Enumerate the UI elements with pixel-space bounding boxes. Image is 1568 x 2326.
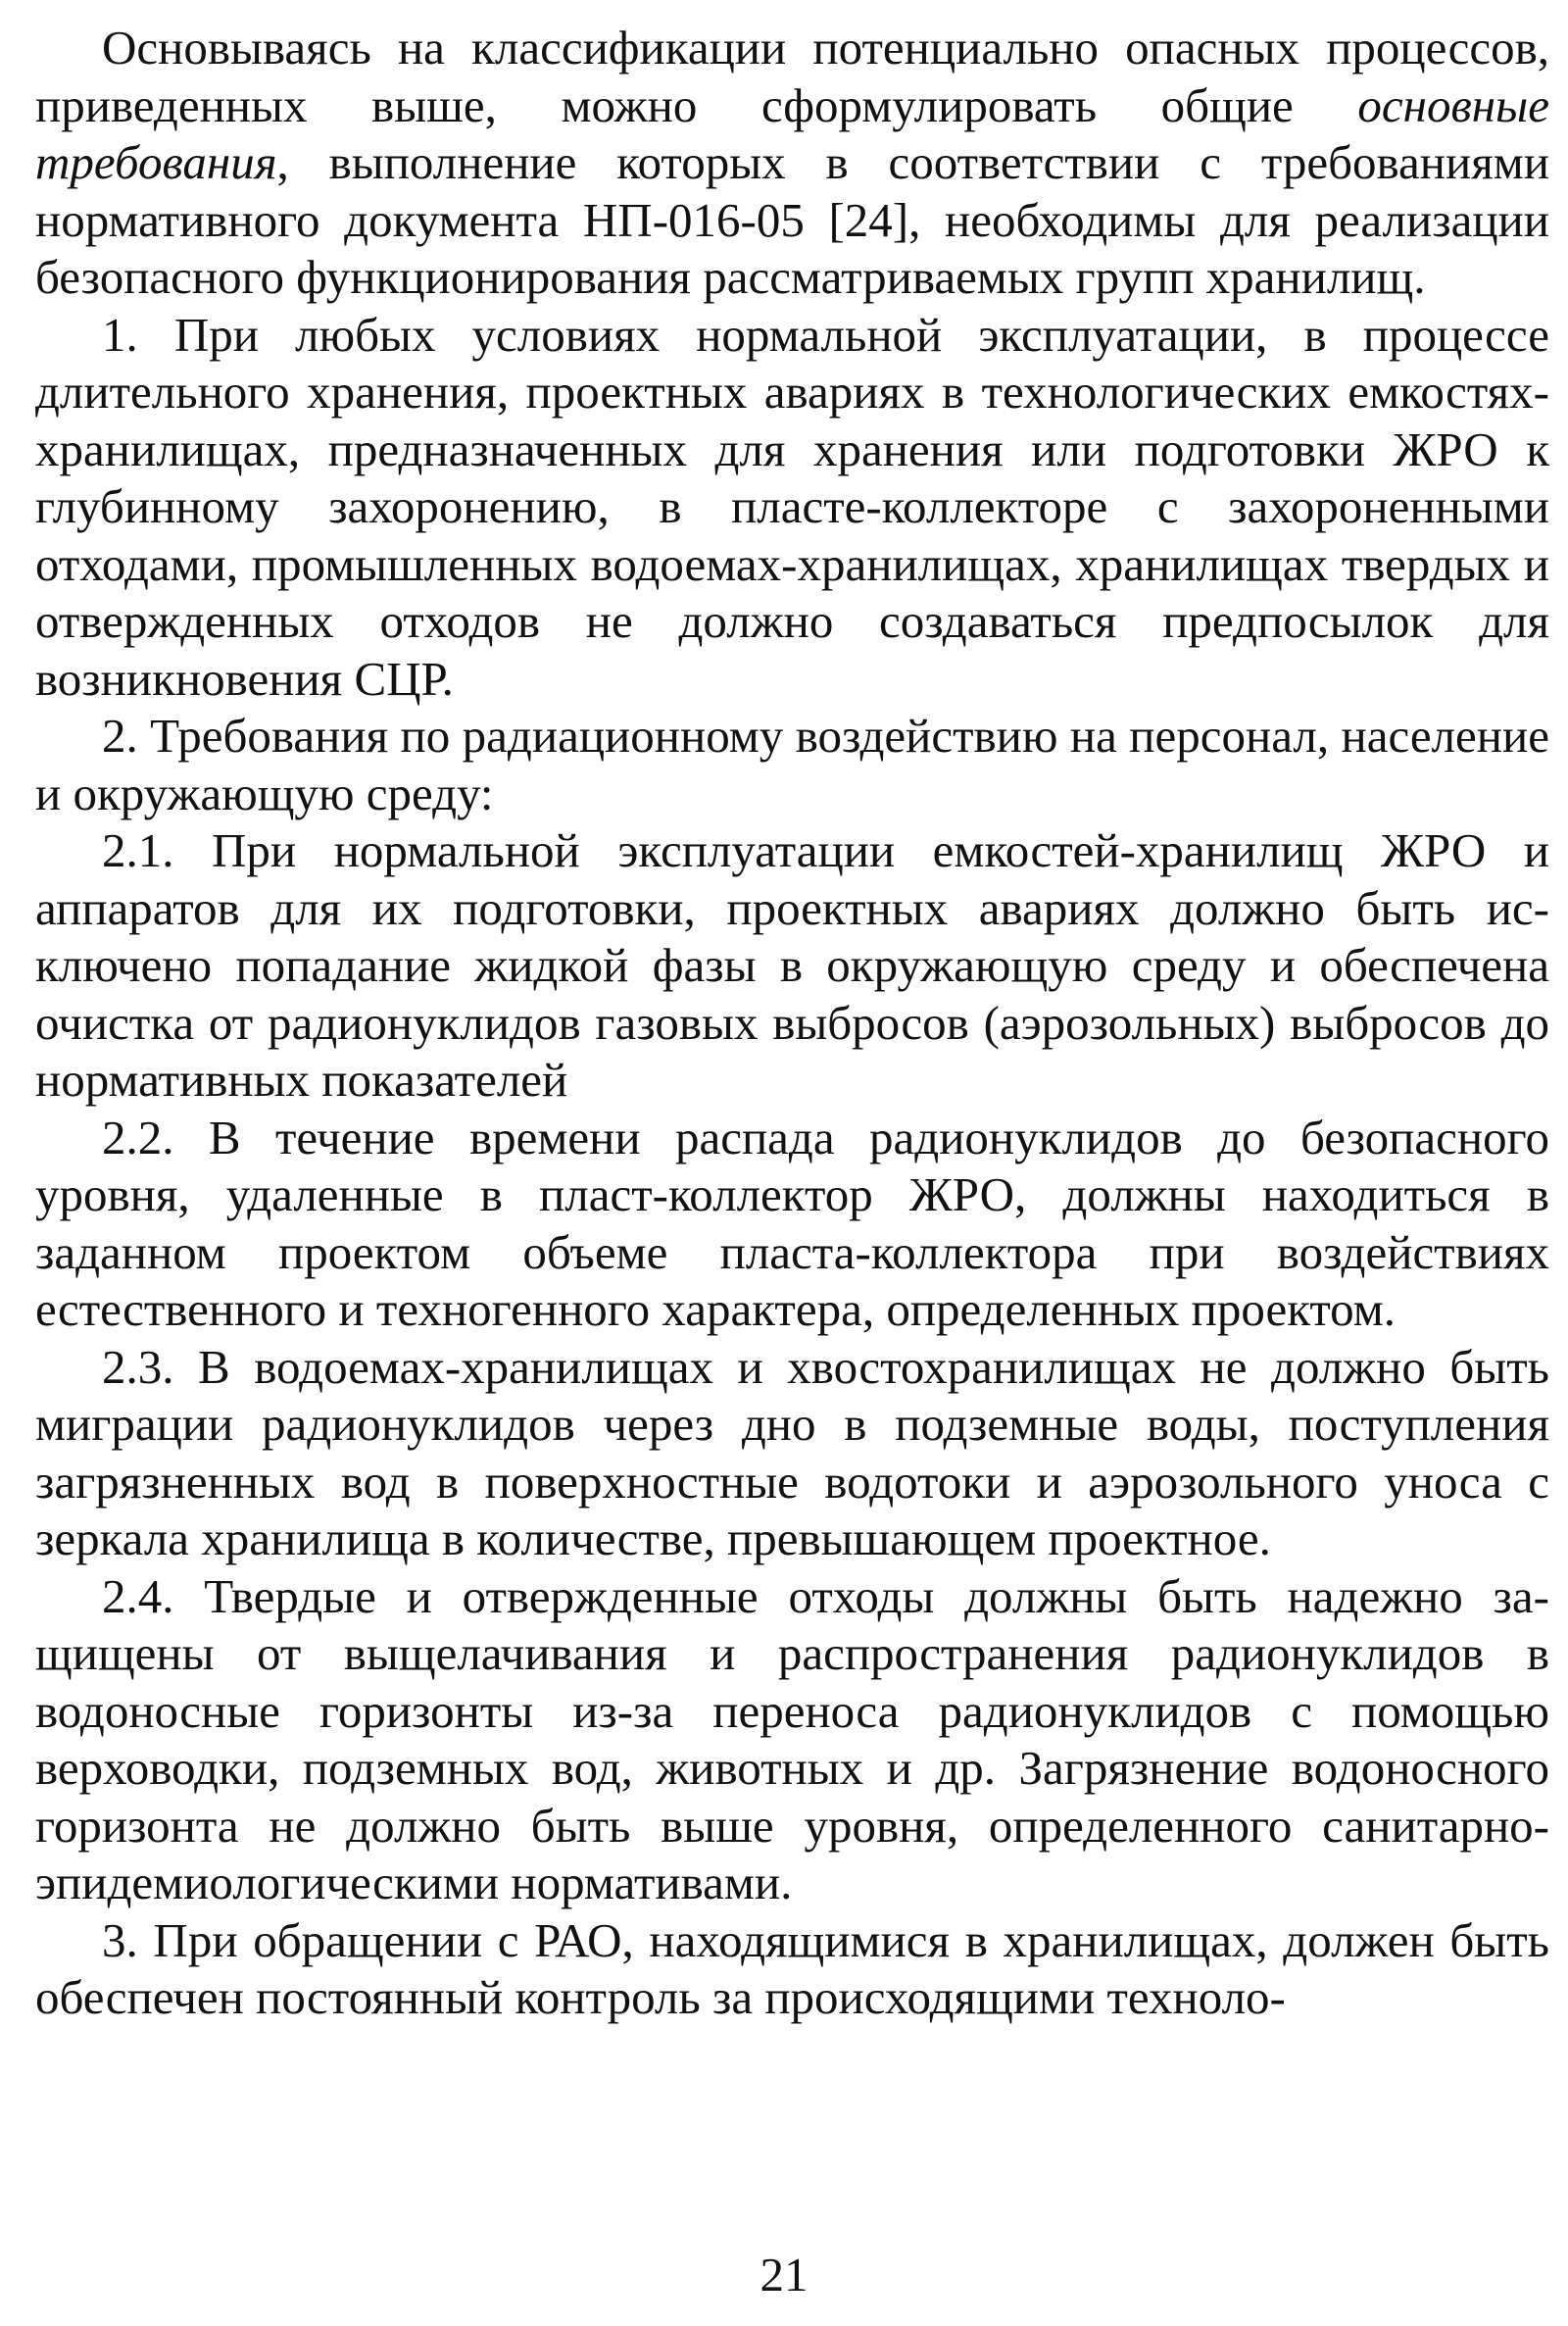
paragraph-item-2-4: 2.4. Твердые и отвержденные отходы должны быть надежно защищены от выщелачивания и распространения радионуклидов в водоносные горизонты из-за переноса радионуклидов с помощью верховодки, подземных вод, животных и др. Загрязнение водоносного горизонта не должно быть выше уровня, определенного санитарно-эпидемиологическими нормативами. xyxy=(35,1568,1549,1909)
page-number: 21 xyxy=(760,2248,808,2301)
paragraph-item-3: 3. При обращении с РАО, находящимися в хранилищах, должен быть обеспечен постоянный контроль за происходящими техноло- xyxy=(35,1912,1549,2024)
paragraph-item-1: 1. При любых условиях нормальной эксплуатации, в процессе длительного хранения, проектных авариях в технологических емкостях-хранилищах, предназначенных для хранения или подготовки ЖРО к глубинному захоронению, в пласте-коллекторе с захороненными отходами, промышленных водоемах-хранилищах, хранилищах твердых и отвержденных отходов не должно создаваться предпосылок для возникновения СЦР. xyxy=(35,307,1549,706)
intro-text-start: Основываясь на классификации потенциально опасных процессов, приведенных выше, можно сформулировать общие xyxy=(35,21,1549,132)
document-page xyxy=(35,20,1549,2027)
intro-emphasis: основные требования xyxy=(35,77,1549,189)
paragraph-item-2-3: 2.3. В водоемах-хранилищах и хвостохранилищах не должно быть миграции радионуклидов через дно в подземные воды, поступления загрязненных вод в поверхностные водотоки и аэрозольного уноса с зеркала хранилища в количестве, превышающем проектное. xyxy=(35,1339,1549,1565)
paragraph-item-2-1: 2.1. При нормальной эксплуатации емкостей-хранилищ ЖРО и аппаратов для их подготовки, проектных авариях должно быть исключено попадание жидкой фазы в окружающую среду и обеспечена очистка от радионуклидов газовых выбросов (аэрозольных) выбросов до нормативных показателей xyxy=(35,823,1549,1107)
paragraph-item-2-2: 2.2. В течение времени распада радионуклидов до безопасного уровня, удаленные в пласт-коллектор ЖРО, должны находиться в заданном проектом объеме пласта-коллектора при воздействиях естественного и техногенного характера, определенных проектом. xyxy=(35,1110,1549,1336)
paragraph-item-2: 2. Требования по радиационному воздействию на персонал, население и окружающую среду: xyxy=(35,709,1549,820)
intro-paragraph xyxy=(35,20,1549,307)
intro-text-end: , выполнение которых в соответствии с требованиями нормативного документа НП-016-05 [24], необходимы для реализации безопасного функционирования рассматриваемых групп хранилищ. xyxy=(35,135,1549,304)
